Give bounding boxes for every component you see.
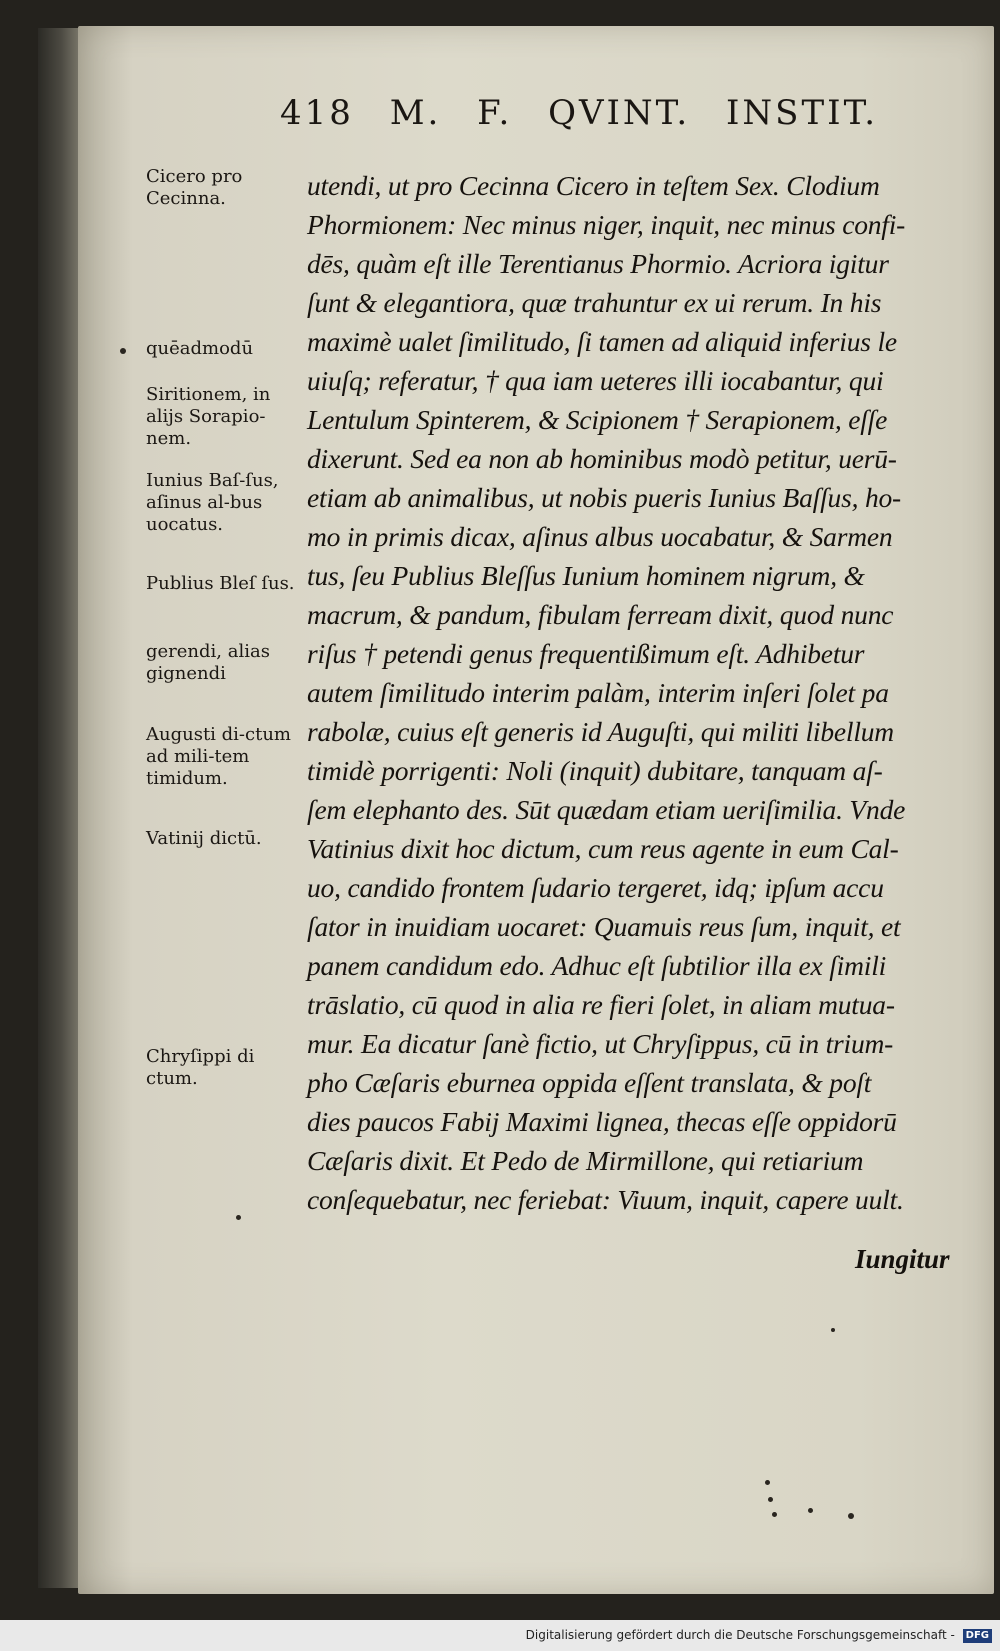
margin-note: Siritionem, in alijs Sorapio-nem. (146, 384, 271, 449)
text-line: panem candidum edo. Adhuc eſt ſubtilior illa ex ſimili (307, 950, 887, 981)
header-part: M. (389, 93, 442, 133)
header-part: INSTIT. (726, 93, 879, 133)
text-line: Phormionem: Nec minus niger, inquit, nec minus confi- (307, 209, 906, 240)
running-header (280, 93, 960, 137)
text-line: trāslatio, cū quod in alia re fieri ſolet, in aliam mutua- (307, 989, 895, 1020)
text-line: ſem elephanto des. Sūt quædam etiam ueriſimilia. Vnde (307, 794, 906, 825)
ink-speck (848, 1513, 854, 1519)
text-line: Cæſaris dixit. Et Pedo de Mirmillone, qui retiarium (307, 1145, 864, 1176)
text-line: dies paucos Fabij Maximi lignea, thecas eſſe oppidorū (307, 1106, 897, 1137)
margin-note: Publius Bleſ ſus. (146, 573, 295, 594)
text-line: conſequebatur, nec feriebat: Viuum, inquit, capere uult. (307, 1184, 904, 1215)
margin-note: Iunius Baſ-ſus, aſinus al-bus uocatus. (146, 470, 279, 535)
text-line: macrum, & pandum, fibulam ferream dixit, quod nunc (307, 599, 894, 630)
text-line: mur. Ea dicatur ſanè fictio, ut Chryſippus, cū in trium- (307, 1028, 894, 1059)
book-spine (38, 28, 80, 1588)
text-line: riſus † petendi genus frequentißimum eſt. Adhibetur (307, 638, 865, 669)
ink-speck (765, 1480, 770, 1485)
margin-note: Augusti di-ctum ad mili-tem timidum. (146, 724, 291, 789)
page-number: 418 (280, 93, 354, 133)
text-line: ſator in inuidiam uocaret: Quamuis reus ſum, inquit, et (307, 911, 901, 942)
margin-note: Chryſippi di ctum. (146, 1046, 255, 1089)
text-line: etiam ab animalibus, ut nobis pueris Iunius Baſſus, ho- (307, 482, 902, 513)
ink-speck (120, 348, 126, 354)
text-line: ſunt & elegantiora, quæ trahuntur ex ui rerum. In his (307, 287, 882, 318)
text-line: uiuſq; referatur, † qua iam ueteres illi iocabantur, qui (307, 365, 884, 396)
margin-note: Cicero pro Cecinna. (146, 166, 243, 209)
text-line: utendi, ut pro Cecinna Cicero in teſtem Sex. Clodium (307, 170, 880, 201)
text-line: timidè porrigenti: Noli (inquit) dubitare, tanquam aſ- (307, 755, 883, 786)
text-line: dēs, quàm eſt ille Terentianus Phormio. Acriora igitur (307, 248, 889, 279)
ink-speck (768, 1497, 773, 1502)
text-line: uo, candido frontem ſudario tergeret, idq; ipſum accu (307, 872, 884, 903)
catchword: Iungitur (855, 1244, 950, 1274)
header-part: F. (477, 93, 513, 133)
ink-speck (808, 1508, 813, 1513)
text-line: Lentulum Spinterem, & Scipionem † Serapionem, eſſe (307, 404, 888, 435)
text-line: pho Cæſaris eburnea oppida eſſent translata, & poſt (307, 1067, 872, 1098)
text-line: rabolæ, cuius eſt generis id Auguſti, qui militi libellum (307, 716, 894, 747)
text-line: mo in primis dicax, aſinus albus uocabatur, & Sarmen (307, 521, 893, 552)
text-line: maximè ualet ſimilitudo, ſi tamen ad aliquid inferius le (307, 326, 897, 357)
ink-speck (772, 1512, 777, 1517)
margin-note: Vatinij dictū. (146, 828, 262, 849)
margin-note: quēadmodū (146, 338, 254, 359)
margin-note: gerendi, alias gignendi (146, 641, 270, 684)
text-line: dixerunt. Sed ea non ab hominibus modò petitur, uerū- (307, 443, 897, 474)
body-text (307, 166, 957, 1219)
footer-text: Digitalisierung gefördert durch die Deutsche Forschungsgemeinschaft - (525, 1628, 955, 1642)
digitization-footer (0, 1620, 1000, 1651)
header-part: QVINT. (548, 93, 691, 133)
text-line: Vatinius dixit hoc dictum, cum reus agente in eum Cal- (307, 833, 899, 864)
dfg-logo: DFG (963, 1629, 992, 1643)
text-line: autem ſimilitudo interim palàm, interim inſeri ſolet pa (307, 677, 889, 708)
ink-speck (831, 1328, 835, 1332)
ink-speck (236, 1215, 241, 1220)
text-line: tus, ſeu Publius Bleſſus Iunium hominem nigrum, & (307, 560, 865, 591)
